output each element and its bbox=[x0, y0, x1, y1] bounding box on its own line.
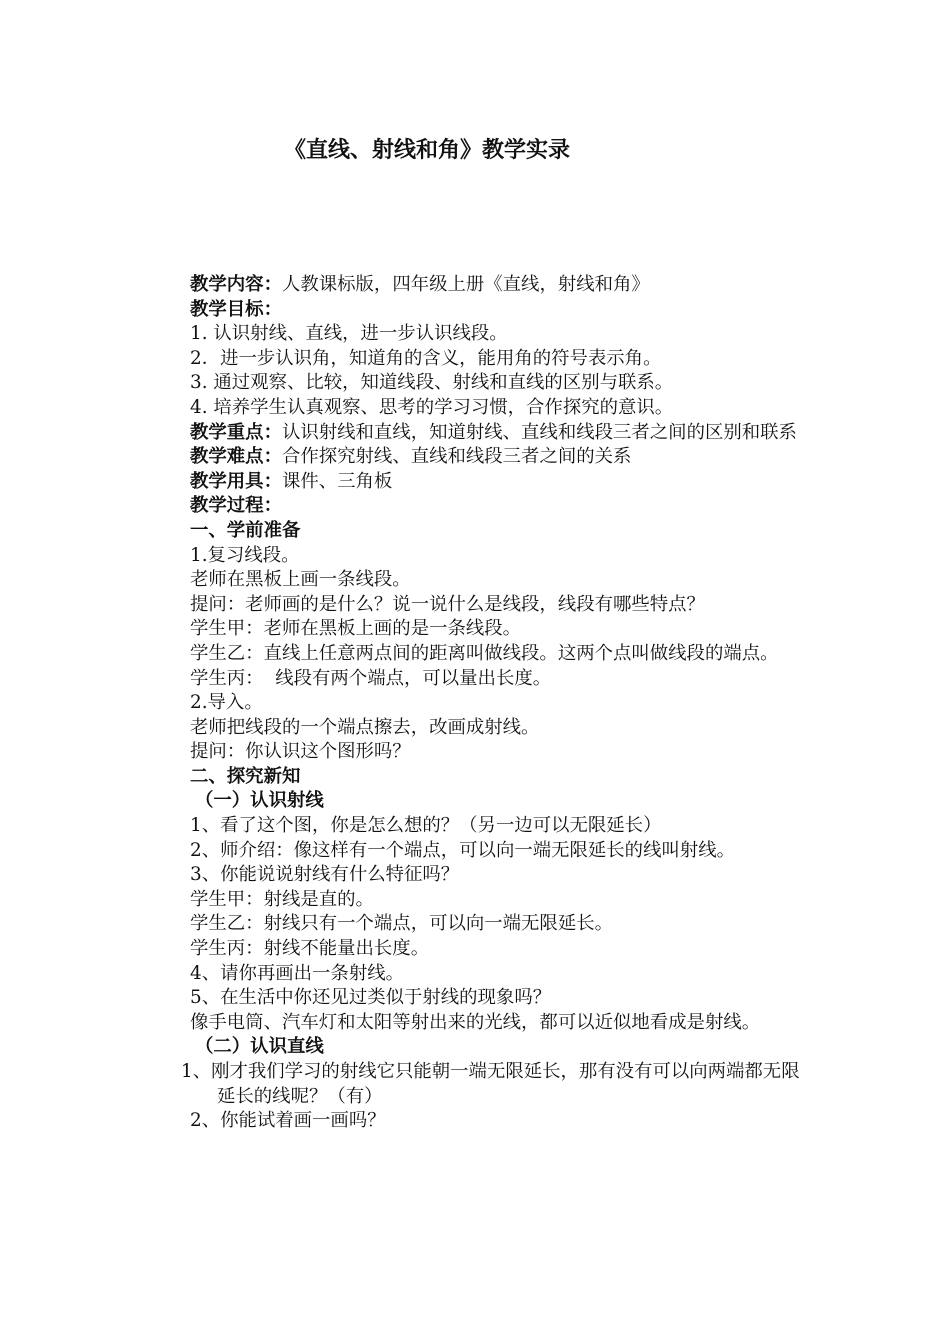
teaching-goals-label: 教学目标： bbox=[190, 298, 282, 320]
paragraph: 提问：你认识这个图形吗？ bbox=[190, 741, 411, 763]
document-body bbox=[145, 273, 811, 1134]
teaching-difficulty-text: 合作探究射线、直线和线段三者之间的关系 bbox=[281, 446, 632, 468]
paragraph: 1、刚才我们学习的射线它只能朝一端无限延长，那有没有可以向两端都无限延长的线呢？（有） bbox=[181, 1061, 800, 1107]
document-title: 《直线、射线和角》教学实录 bbox=[283, 137, 570, 163]
paragraph: 3、你能说说射线有什么特征吗？ bbox=[190, 864, 460, 886]
paragraph: 学生丙：射线不能量出长度。 bbox=[190, 938, 430, 960]
paragraph: 学生乙：直线上任意两点间的距离叫做线段。这两个点叫做线段的端点。 bbox=[190, 642, 779, 664]
teaching-key-label: 教学重点： bbox=[190, 421, 282, 443]
paragraph: 2、师介绍：像这样有一个端点，可以向一端无限延长的线叫射线。 bbox=[190, 839, 736, 861]
paragraph: 学生甲：老师在黑板上画的是一条线段。 bbox=[190, 618, 522, 640]
goal-item: 3. 通过观察、比较，知道线段、射线和直线的区别与联系。 bbox=[190, 372, 674, 394]
paragraph: 2、你能试着画一画吗？ bbox=[190, 1110, 386, 1132]
paragraph: 1、看了这个图，你是怎么想的？（另一边可以无限延长） bbox=[190, 815, 662, 837]
teaching-content-text: 人教课标版，四年级上册《直线，射线和角》 bbox=[281, 274, 650, 295]
teaching-tools-label: 教学用具： bbox=[190, 470, 282, 492]
teaching-difficulty-label: 教学难点： bbox=[190, 446, 282, 468]
teaching-key-points bbox=[145, 421, 811, 446]
paragraph: 老师在黑板上画一条线段。 bbox=[190, 569, 411, 591]
teaching-process-label: 教学过程： bbox=[190, 495, 282, 517]
paragraph: 学生乙：射线只有一个端点，可以向一端无限延长。 bbox=[190, 913, 613, 935]
paragraph: 像手电筒、汽车灯和太阳等射出来的光线，都可以近似地看成是射线。 bbox=[190, 1011, 761, 1033]
subsection-heading: （二）认识直线 bbox=[195, 1036, 324, 1058]
goal-item: 2．进一步认识角，知道角的含义，能用角的符号表示角。 bbox=[190, 347, 662, 369]
teaching-key-text: 认识射线和直线，知道射线、直线和线段三者之间的区别和联系 bbox=[281, 421, 797, 443]
paragraph: 4、请你再画出一条射线。 bbox=[190, 962, 404, 984]
teaching-content-label: 教学内容： bbox=[190, 274, 282, 295]
goal-item: 1. 认识射线、直线，进一步认识线段。 bbox=[190, 323, 508, 345]
subsection-heading: （一）认识射线 bbox=[195, 790, 324, 812]
goal-item: 4. 培养学生认真观察、思考的学习习惯，合作探究的意识。 bbox=[190, 396, 674, 418]
paragraph: 5、在生活中你还见过类似于射线的现象吗？ bbox=[190, 987, 552, 1009]
section-heading: 一、学前准备 bbox=[190, 519, 301, 541]
section-heading: 二、探究新知 bbox=[190, 765, 301, 787]
paragraph: 1.复习线段。 bbox=[190, 544, 300, 566]
paragraph: 提问：老师画的是什么？说一说什么是线段，线段有哪些特点？ bbox=[190, 593, 705, 615]
paragraph: 老师把线段的一个端点擦去，改画成射线。 bbox=[190, 716, 540, 738]
teaching-content bbox=[145, 273, 811, 298]
teaching-tools bbox=[145, 470, 811, 495]
paragraph: 学生甲：射线是直的。 bbox=[190, 888, 374, 910]
paragraph: 2.导入。 bbox=[190, 692, 263, 714]
teaching-difficulty bbox=[145, 445, 811, 470]
teaching-tools-text: 课件、三角板 bbox=[281, 470, 393, 492]
paragraph: 学生丙： 线段有两个端点，可以量出长度。 bbox=[190, 667, 552, 689]
